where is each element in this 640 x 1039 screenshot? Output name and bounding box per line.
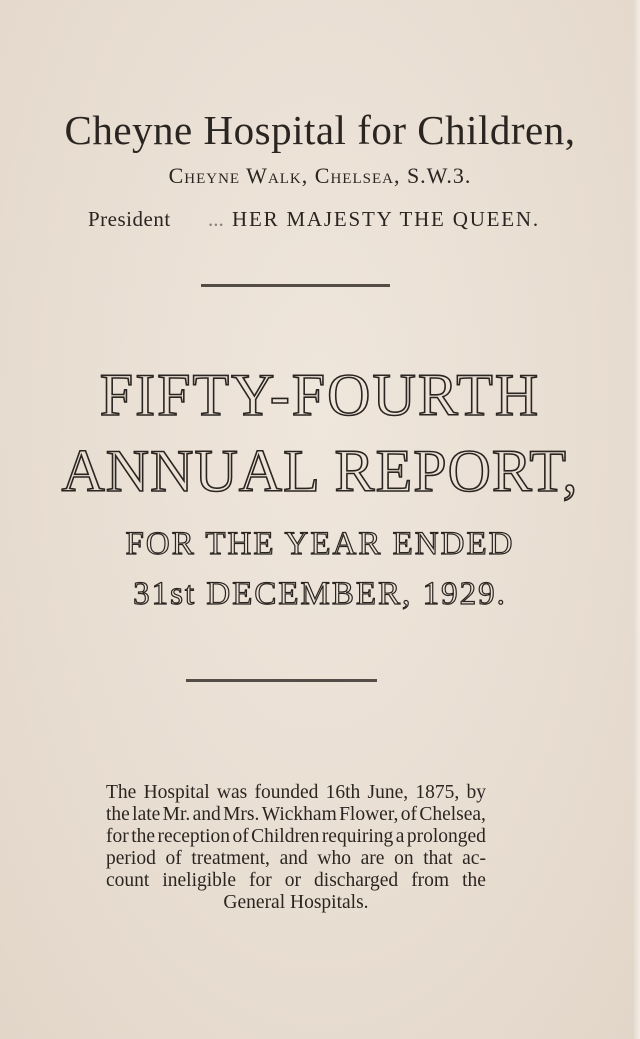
- paragraph-line: [106, 826, 486, 848]
- president-name: HER MAJESTY THE QUEEN.: [232, 207, 540, 231]
- paragraph-line: [106, 804, 486, 826]
- paragraph-word: ac-: [462, 848, 486, 869]
- paragraph-word: that: [423, 848, 453, 869]
- page-edge: [634, 0, 640, 1039]
- paragraph-word: of: [400, 804, 417, 825]
- paragraph-word: a: [395, 826, 405, 847]
- paragraph-word: and: [279, 848, 308, 869]
- president-label: President: [88, 207, 171, 231]
- paragraph-word: Mr.: [162, 804, 191, 825]
- divider-rule-top: [201, 284, 390, 287]
- divider-rule-bottom: [186, 679, 377, 682]
- paragraph-word: of: [165, 848, 182, 869]
- paragraph-word: the: [131, 826, 156, 847]
- paragraph-line: [106, 870, 486, 892]
- paragraph-word: the: [106, 804, 130, 825]
- paragraph-word: of: [232, 826, 249, 847]
- paragraph-word: Children: [251, 826, 320, 847]
- foundation-paragraph: [106, 782, 486, 914]
- paragraph-word: by: [466, 782, 486, 803]
- paragraph-word: Mrs.: [223, 804, 260, 825]
- paragraph-word: Flower,: [339, 804, 399, 825]
- hospital-address: Cheyne Walk, Chelsea, S.W.3.: [168, 163, 472, 188]
- paragraph-word: was: [216, 782, 248, 803]
- paragraph-word: and: [192, 804, 221, 825]
- paragraph-word: on: [394, 848, 414, 869]
- paragraph-line: [106, 782, 486, 804]
- paragraph-word: Chelsea,: [419, 804, 486, 825]
- paragraph-word: 16th: [325, 782, 361, 803]
- paragraph-word: count: [106, 870, 150, 891]
- paragraph-word: Wickham: [261, 804, 337, 825]
- hospital-title: Cheyne Hospital for Children,: [64, 107, 576, 153]
- paragraph-word: for: [106, 826, 129, 847]
- paragraph-word: the: [462, 870, 486, 891]
- paragraph-word: late: [132, 804, 161, 825]
- paragraph-word: Hospital: [143, 782, 210, 803]
- paragraph-word: are: [360, 848, 385, 869]
- report-year-date: 31st DECEMBER, 1929.: [133, 576, 507, 612]
- paragraph-word: requiring: [321, 826, 394, 847]
- report-ordinal: FIFTY-FOURTH: [99, 362, 541, 428]
- paragraph-word: who: [317, 848, 351, 869]
- paragraph-word: The: [106, 782, 137, 803]
- paragraph-word: June,: [367, 782, 409, 803]
- paragraph-word: ineligible: [162, 870, 236, 891]
- paragraph-word: treatment,: [191, 848, 270, 869]
- paragraph-word: reception: [157, 826, 230, 847]
- paragraph-last-line: General Hospitals.: [223, 892, 369, 913]
- president-leader-dots: ...: [208, 207, 224, 231]
- paragraph-word: 1875,: [415, 782, 460, 803]
- paragraph-word: founded: [254, 782, 319, 803]
- paragraph-word: or: [284, 870, 302, 891]
- paragraph-word: from: [411, 870, 450, 891]
- report-year-label: FOR THE YEAR ENDED: [125, 526, 515, 562]
- paragraph-word: period: [106, 848, 156, 869]
- paragraph-word: discharged: [314, 870, 399, 891]
- report-heading: ANNUAL REPORT,: [61, 438, 579, 504]
- paragraph-word: prolonged: [406, 826, 486, 847]
- paragraph-word: for: [249, 870, 272, 891]
- paragraph-line: [106, 848, 486, 870]
